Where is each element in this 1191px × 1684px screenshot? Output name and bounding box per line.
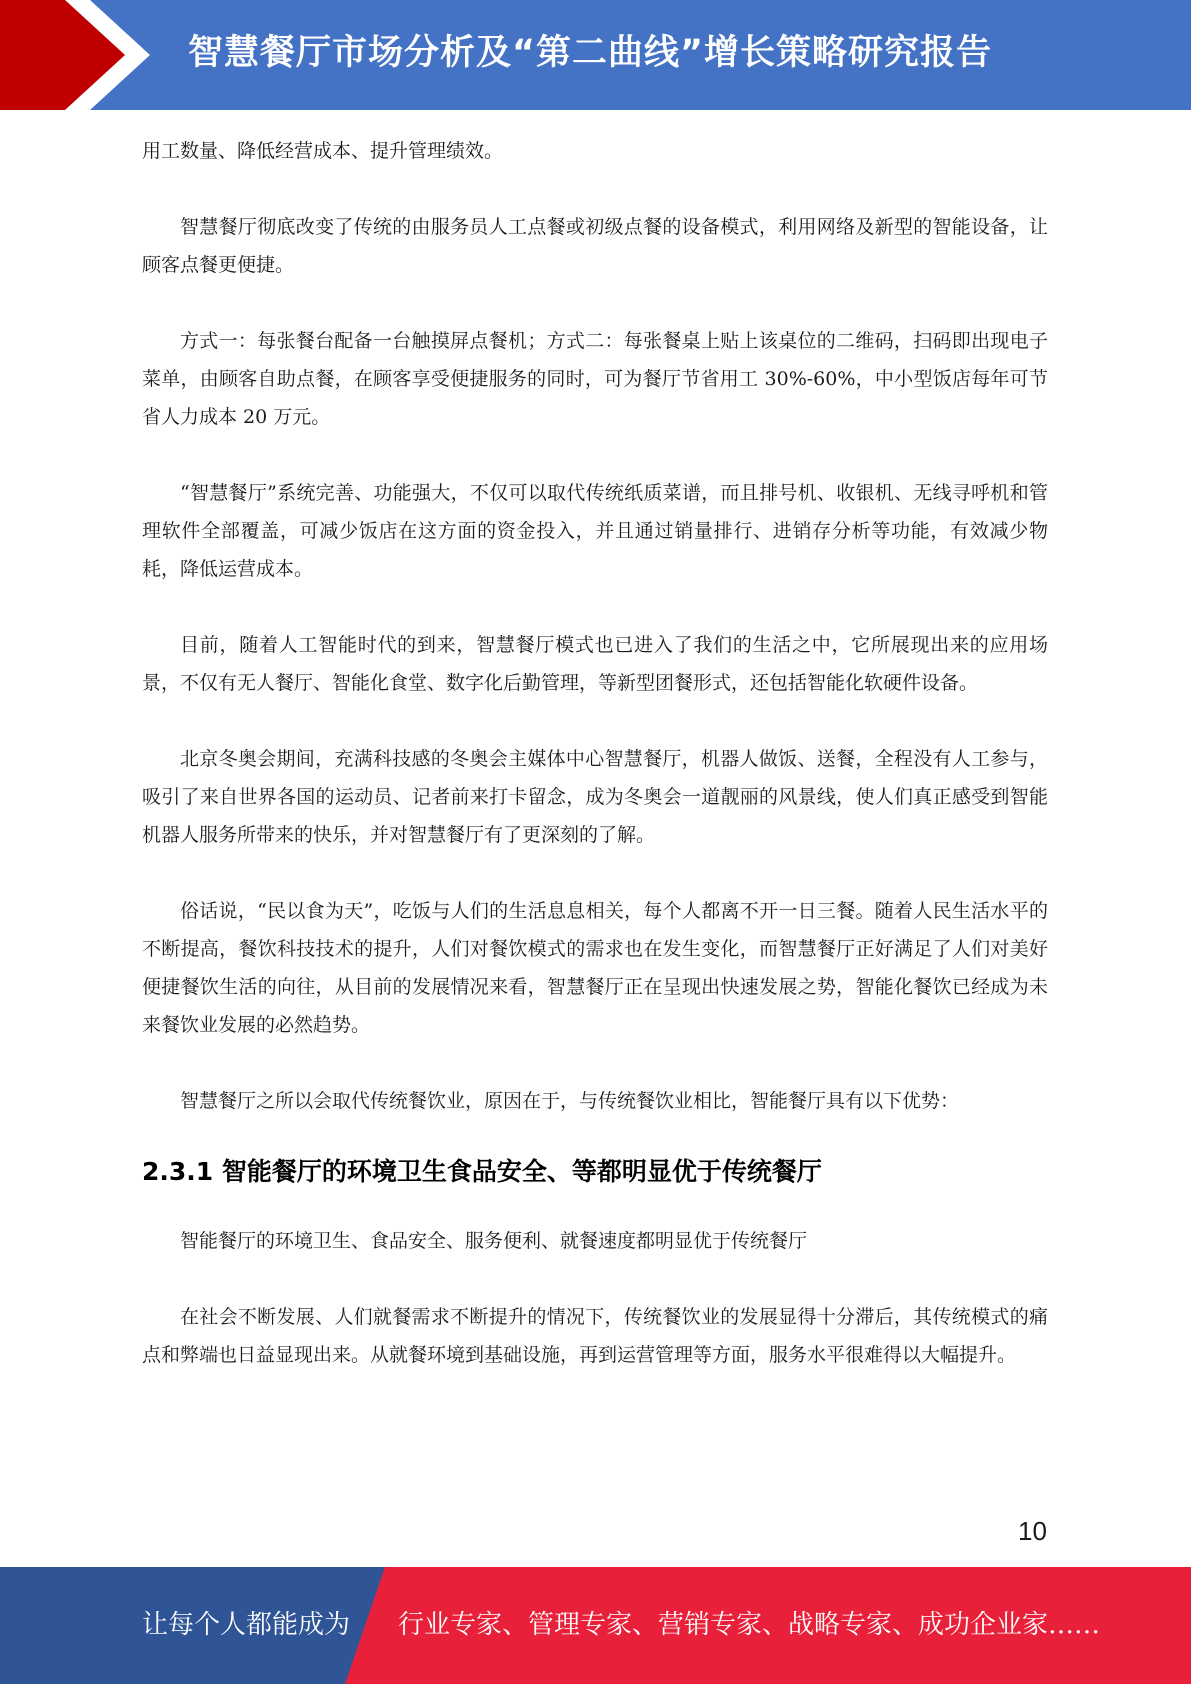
page-number: 10: [1018, 1516, 1047, 1546]
footer-slogan-right: 行业专家、管理专家、营销专家、战略专家、成功企业家……: [398, 1610, 1101, 1640]
section-heading: 2.3.1 智能餐厅的环境卫生食品安全、等都明显优于传统餐厅: [142, 1157, 822, 1186]
page-footer: [0, 1567, 1191, 1684]
paragraph: 俗话说，“民以食为天”，吃饭与人们的生活息息相关，每个人都离不开一日三餐。随着人民生活水平的不断提高，餐饮科技技术的提升，人们对餐饮模式的需求也在发生变化，而智慧餐厅正好满足了人们对美好便捷餐饮生活的向往，从目前的发展情况来看，智慧餐厅正在呈现出快速发展之势，智能化餐饮已经成为未来餐饮业发展的必然趋势。: [142, 900, 1048, 1036]
paragraph: 北京冬奥会期间，充满科技感的冬奥会主媒体中心智慧餐厅，机器人做饭、送餐，全程没有人工参与，吸引了来自世界各国的运动员、记者前来打卡留念，成为冬奥会一道靓丽的风景线，使人们真正感受到智能机器人服务所带来的快乐，并对智慧餐厅有了更深刻的了解。: [142, 748, 1048, 846]
paragraph: 智慧餐厅彻底改变了传统的由服务员人工点餐或初级点餐的设备模式，利用网络及新型的智能设备，让顾客点餐更便捷。: [142, 216, 1048, 276]
paragraph: “智慧餐厅”系统完善、功能强大，不仅可以取代传统纸质菜谱，而且排号机、收银机、无线寻呼机和管理软件全部覆盖，可减少饭店在这方面的资金投入，并且通过销量排行、进销存分析等功能，有效减少物耗，降低运营成本。: [142, 482, 1048, 580]
paragraph: 用工数量、降低经营成本、提升管理绩效。: [142, 140, 504, 162]
paragraph: 在社会不断发展、人们就餐需求不断提升的情况下，传统餐饮业的发展显得十分滞后，其传统模式的痛点和弊端也日益显现出来。从就餐环境到基础设施，再到运营管理等方面，服务水平很难得以大幅提升。: [142, 1306, 1048, 1366]
paragraph: 智能餐厅的环境卫生、食品安全、服务便利、就餐速度都明显优于传统餐厅: [180, 1230, 808, 1252]
paragraph: 智慧餐厅之所以会取代传统餐饮业，原因在于，与传统餐饮业相比，智能餐厅具有以下优势：: [180, 1090, 960, 1112]
paragraph: 目前，随着人工智能时代的到来，智慧餐厅模式也已进入了我们的生活之中，它所展现出来的应用场景，不仅有无人餐厅、智能化食堂、数字化后勤管理，等新型团餐形式，还包括智能化软硬件设备。: [142, 634, 1048, 694]
footer-slogan-left: 让每个人都能成为: [142, 1610, 351, 1640]
paragraph: 方式一：每张餐台配备一台触摸屏点餐机；方式二：每张餐桌上贴上该桌位的二维码，扫码即出现电子菜单，由顾客自助点餐，在顾客享受便捷服务的同时，可为餐厅节省用工 30%-60%，中小型饭店每年可节省人力成本 20 万元。: [142, 330, 1048, 428]
page-header: [0, 0, 1191, 110]
header-chevron-graphic: [0, 0, 160, 110]
report-title: 智慧餐厅市场分析及“第二曲线”增长策略研究报告: [188, 33, 993, 73]
main-content: [142, 132, 1048, 1412]
